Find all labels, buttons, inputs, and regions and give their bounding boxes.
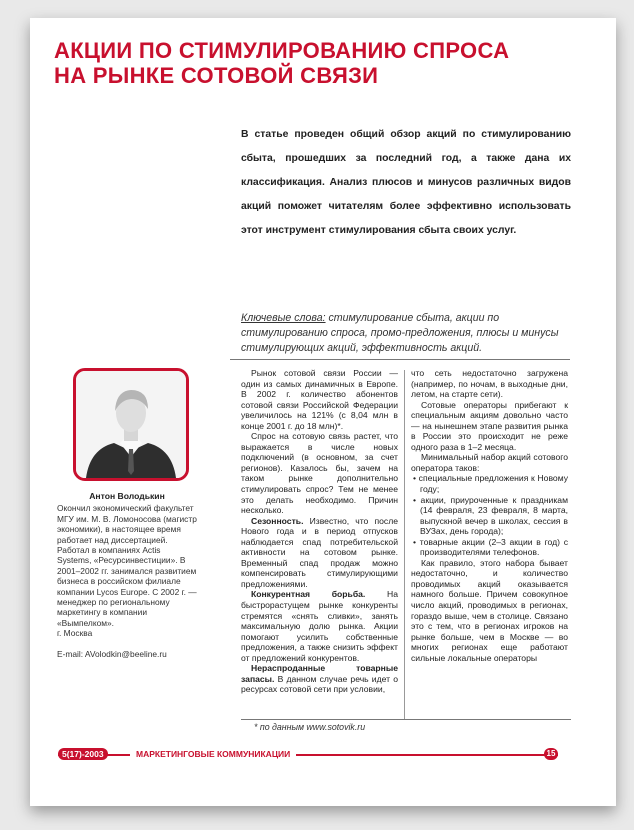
- keywords-divider: [230, 359, 570, 360]
- paragraph: Спрос на сотовую связь растет, что выражается в числе новых подключений (в основном, за счет регионов). Казалось бы, зачем на таком рынке дополнительно стимулировать спрос? Тем не менее это делать необходимо. Причин несколько.: [241, 431, 398, 516]
- keywords-label: Ключевые слова:: [241, 312, 326, 324]
- paragraph-text: Известно, что после Нового года и в период отпусков наблюдается спад потребительской активности на сотовом рынке. Временный спад продаж можно компенсировать стимулирующими предложениями.: [241, 515, 398, 589]
- article-title: [54, 38, 509, 88]
- keywords-text: стимулирование сбыта, акции по стимулированию спроса, промо-предложения, плюсы и минусы стимулирующих акций, эффективность акций.: [241, 312, 559, 354]
- page-number: 15: [544, 748, 558, 760]
- article-abstract: В статье проведен общий обзор акций по стимулированию сбыта, прошедших за последний год, а также дана их классификация. Анализ плюсов и минусов различных видов акций поможет читателям более эффективно использовать этот инструмент стимулирования сбыта своих услуг.: [241, 129, 571, 236]
- paragraph-text: На быстрорастущем рынке конкуренты стремятся «снять сливки», занять максимальную долю рынка. Акции помогают усилить собственные предложения, а также снизить эффект от предложений конкурентов.: [241, 589, 398, 663]
- title-line-1: АКЦИИ ПО СТИМУЛИРОВАНИЮ СПРОСА: [54, 38, 510, 63]
- paragraph: [241, 516, 398, 590]
- author-photo: [73, 368, 189, 481]
- issue-badge: 5(17)-2003: [58, 748, 108, 760]
- paragraph: Рынок сотовой связи России — один из самых динамичных в Европе. В 2002 г. количество абонентов сотовой связи Российской Федерации увеличилось на 121% (с 8,04 млн в конце 2001 г. до 18 млн)*.: [241, 368, 398, 431]
- body-column-1: [241, 368, 398, 695]
- author-name: Антон Володькин: [89, 491, 165, 501]
- paragraph-heading: Нераспроданные товарные запасы.: [241, 663, 398, 684]
- paragraph-heading: Конкурентная борьба.: [251, 589, 366, 600]
- keywords: [241, 311, 571, 356]
- list-item: • специальные предложения к Новому году;: [413, 473, 568, 495]
- author-info: [57, 491, 197, 659]
- paragraph: [241, 589, 398, 663]
- page-footer: [58, 748, 558, 760]
- paragraph-text: В данном случае речь идет о ресурсах сотовой сети при условии,: [241, 673, 398, 695]
- author-city: г. Москва: [57, 628, 93, 639]
- paragraph: Минимальный набор акций сотового оператора таков:: [411, 452, 568, 473]
- title-line-2: НА РЫНКЕ СОТОВОЙ СВЯЗИ: [54, 63, 379, 88]
- list-item: • товарные акции (2–3 акции в год) с производителями телефонов.: [413, 536, 568, 558]
- body-column-2: [411, 368, 568, 663]
- paragraph: [241, 663, 398, 695]
- column-divider: [404, 370, 405, 719]
- author-bio: Окончил экономический факультет МГУ им. М. В. Ломоносова (магистр экономики), в настоящее время работает над диссертацией. Работал в компаниях Actis Systems, «Ресурсинвестиции». В 2001–2002 гг. занимался развитием бизнеса в российском филиале компании Lycos Europe. С 2002 г. — менеджер по региональному маркетингу в компании «Вымпелком».: [57, 503, 197, 628]
- paragraph: Как правило, этого набора бывает недостаточно, и количество проводимых акций оказывается намного больше. Причем совокупное число акций, проводимых в регионах, гораздо выше, чем в столице. Связано это с тем, что в регионах игроков на рынке больше, чем в Москве — во многих регионах еще работают сильные локальные операторы: [411, 557, 568, 663]
- paragraph-heading: Сезонность.: [251, 515, 304, 526]
- list-item: • акции, приуроченные к праздникам (14 февраля, 23 февраля, 8 марта, выпускной вечер в школах, сессия в ВУЗах, день города);: [413, 494, 568, 537]
- paragraph: Сотовые операторы прибегают к специальным акциям довольно часто — на нынешнем этапе развития рынка в России это происходит не реже одного раза в 1–2 месяца.: [411, 399, 568, 452]
- footnote: * по данным www.sotovik.ru: [254, 722, 366, 732]
- section-name: МАРКЕТИНГОВЫЕ КОММУНИКАЦИИ: [130, 748, 296, 760]
- paragraph: что сеть недостаточно загружена (например, по ночам, в выходные дни, летом, на старте сети).: [411, 368, 568, 400]
- footnote-divider: [241, 719, 571, 720]
- promo-list: [411, 473, 568, 557]
- author-email[interactable]: E-mail: AVolodkin@beeline.ru: [57, 648, 167, 659]
